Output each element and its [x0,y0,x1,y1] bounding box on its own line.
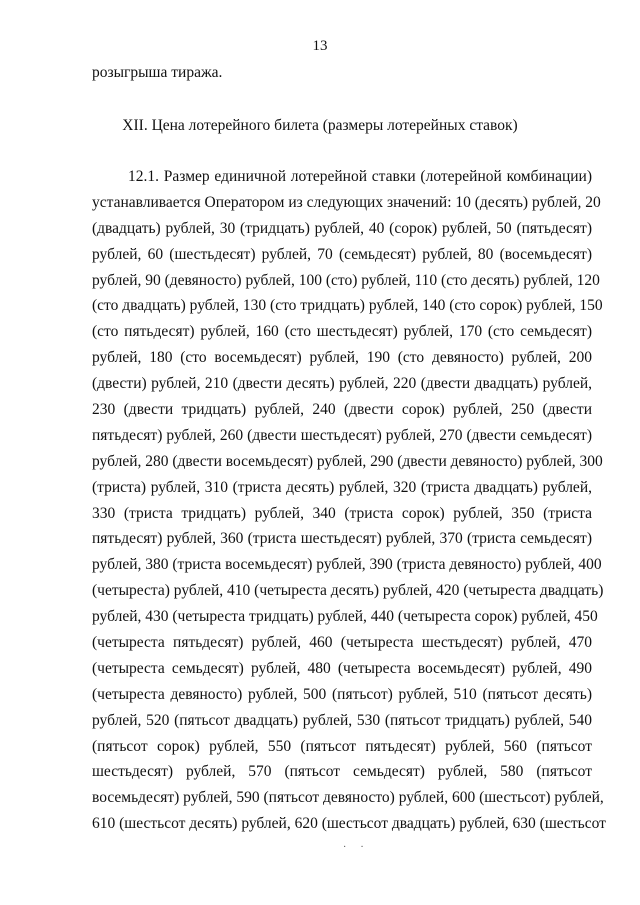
text-line: рублей, 430 (четыреста тридцать) рублей, 440 (четыреста сорок) рублей, 450 [92,608,598,626]
page-number: 13 [312,38,328,54]
text-line: устанавливается Оператором из следующих значений: 10 (десять) рублей, 20 [92,193,601,211]
paragraph-12-1 [92,164,606,837]
text-line: (двести) рублей, 210 (двести десять) рублей, 220 (двести двадцать) рублей, [92,375,592,393]
text-line: (двадцать) рублей, 30 (тридцать) рублей, 40 (сорок) рублей, 50 (пятьдесят) [92,219,592,237]
text-line: рублей, 280 (двести восемьдесят) рублей, 290 (двести девяносто) рублей, 300 [92,452,603,470]
text-line: (сто двадцать) рублей, 130 (сто тридцать) рублей, 140 (сто сорок) рублей, 150 [92,297,603,315]
text-line: 230 (двести тридцать) рублей, 240 (двести сорок) рублей, 250 (двести [92,401,592,419]
text-line: (триста) рублей, 310 (триста десять) рублей, 320 (триста двадцать) рублей, [92,478,592,496]
text-line: рублей, 380 (триста восемьдесят) рублей, 390 (триста девяносто) рублей, 400 [92,556,602,574]
section-title: XII. Цена лотерейного билета (размеры лотерейных ставок) [122,117,518,134]
text-line: (четыреста) рублей, 410 (четыреста десять) рублей, 420 (четыреста двадцать) [92,582,604,600]
text-line: рублей, 180 (сто восемьдесят) рублей, 190 (сто девяносто) рублей, 200 [92,349,592,367]
continuation-text: розыгрыша тиража. [92,64,223,81]
text-line: 610 (шестьсот десять) рублей, 620 (шестьсот двадцать) рублей, 630 (шестьсот [92,815,606,833]
text-line: (четыреста семьдесят) рублей, 480 (четыреста восемьдесят) рублей, 490 [92,659,592,677]
scan-speck: ·· [343,842,378,853]
text-line: рублей, 520 (пятьсот двадцать) рублей, 530 (пятьсот тридцать) рублей, 540 [92,711,592,729]
text-line: (четыреста пятьдесят) рублей, 460 (четыреста шестьдесят) рублей, 470 [92,634,592,652]
text-line: (сто пятьдесят) рублей, 160 (сто шестьдесят) рублей, 170 (сто семьдесят) [92,323,592,341]
text-line: рублей, 60 (шестьдесят) рублей, 70 (семьдесят) рублей, 80 (восемьдесят) [92,245,592,263]
text-line: пятьдесят) рублей, 260 (двести шестьдесят) рублей, 270 (двести семьдесят) [92,426,592,444]
text-line: пятьдесят) рублей, 360 (триста шестьдесят) рублей, 370 (триста семьдесят) [92,530,592,548]
text-line: восемьдесят) рублей, 590 (пятьсот девяносто) рублей, 600 (шестьсот) рублей, [92,789,604,807]
text-line: (четыреста девяносто) рублей, 500 (пятьсот) рублей, 510 (пятьсот десять) [92,685,592,703]
text-line: 330 (триста тридцать) рублей, 340 (триста сорок) рублей, 350 (триста [92,504,592,522]
text-line: шестьдесят) рублей, 570 (пятьсот семьдесят) рублей, 580 (пятьсот [92,763,592,781]
text-line: (пятьсот сорок) рублей, 550 (пятьсот пятьдесят) рублей, 560 (пятьсот [92,737,592,755]
text-line: 12.1. Размер единичной лотерейной ставки (лотерейной комбинации) [128,168,592,185]
text-line: рублей, 90 (девяносто) рублей, 100 (сто) рублей, 110 (сто десять) рублей, 120 [92,271,600,289]
